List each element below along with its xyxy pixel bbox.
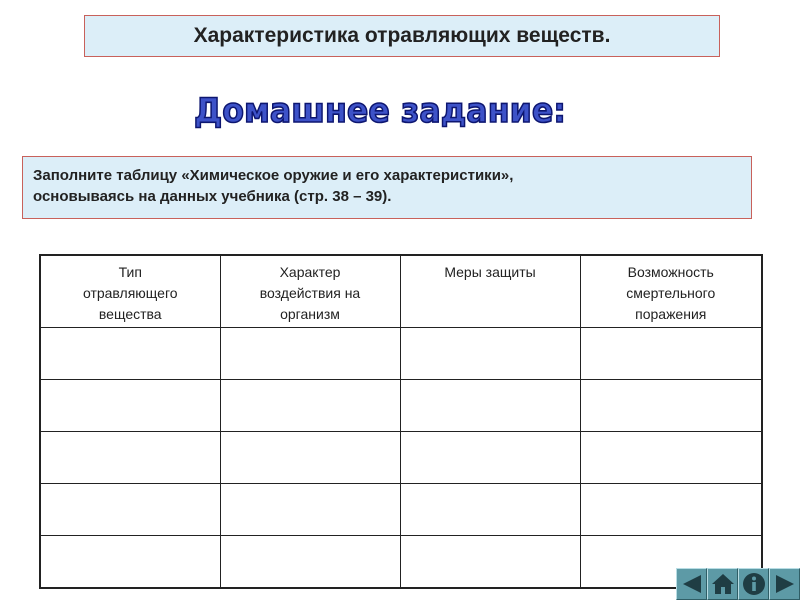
forward-button[interactable] <box>769 568 800 600</box>
header-line: вещества <box>98 306 162 322</box>
back-arrow-icon <box>681 574 703 594</box>
info-button[interactable] <box>738 568 769 600</box>
homework-table <box>39 254 763 589</box>
table-cell[interactable] <box>40 431 220 483</box>
forward-arrow-icon <box>774 574 796 594</box>
header-line: воздействия на <box>259 285 361 301</box>
table-row <box>40 483 762 535</box>
table-cell[interactable] <box>220 431 400 483</box>
home-icon <box>711 573 735 595</box>
header-effect <box>220 255 400 327</box>
homework-heading <box>180 80 580 132</box>
table-row <box>40 327 762 379</box>
slide-title <box>84 15 720 57</box>
table-cell[interactable] <box>40 535 220 588</box>
table-cell[interactable] <box>580 483 762 535</box>
table-cell[interactable] <box>220 327 400 379</box>
header-line: смертельного <box>626 285 716 301</box>
table-cell[interactable] <box>400 431 580 483</box>
info-icon <box>742 572 766 596</box>
table-row <box>40 535 762 588</box>
table-cell[interactable] <box>580 431 762 483</box>
table-cell[interactable] <box>220 483 400 535</box>
header-line: Характер <box>279 264 341 280</box>
table-cell[interactable] <box>400 535 580 588</box>
task-instructions <box>22 156 752 219</box>
table-cell[interactable] <box>40 327 220 379</box>
home-button[interactable] <box>707 568 738 600</box>
table-row <box>40 431 762 483</box>
homework-heading-text: Домашнее задание: <box>194 91 566 131</box>
header-line: Возможность <box>627 264 714 280</box>
table-cell[interactable] <box>580 379 762 431</box>
header-lethality <box>580 255 762 327</box>
task-line-2: основываясь на данных учебника (стр. 38 – 39). <box>33 188 392 205</box>
table-header-row <box>40 255 762 327</box>
table-cell[interactable] <box>580 327 762 379</box>
table-cell[interactable] <box>400 379 580 431</box>
header-line: Меры защиты <box>444 264 536 280</box>
header-line: Тип <box>118 264 142 280</box>
slide-navigation <box>676 568 800 600</box>
header-agent-type <box>40 255 220 327</box>
table-row <box>40 379 762 431</box>
header-line: отравляющего <box>82 285 178 301</box>
header-line: организм <box>280 306 340 322</box>
table-cell[interactable] <box>400 327 580 379</box>
header-protection <box>400 255 580 327</box>
header-line: поражения <box>635 306 707 322</box>
table-cell[interactable] <box>40 483 220 535</box>
task-line-1: Заполните таблицу «Химическое оружие и его характеристики», <box>33 167 514 184</box>
table-cell[interactable] <box>220 379 400 431</box>
back-button[interactable] <box>676 568 707 600</box>
table-cell[interactable] <box>400 483 580 535</box>
table-cell[interactable] <box>40 379 220 431</box>
slide-title-text: Характеристика отравляющих веществ. <box>193 24 611 47</box>
table-cell[interactable] <box>220 535 400 588</box>
